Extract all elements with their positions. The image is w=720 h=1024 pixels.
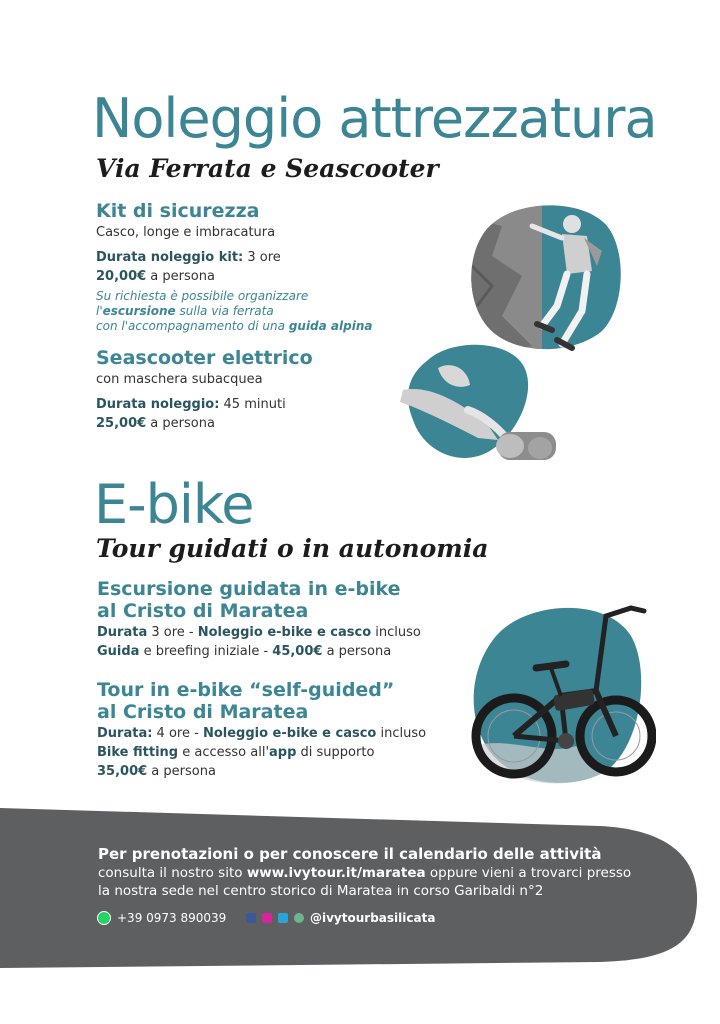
guided-tour-title: Escursione guidata in e-bike al Cristo di Maratea: [97, 578, 401, 622]
self-guided-line-2: Bike fitting e accesso all'app di supporto: [97, 744, 375, 760]
self-guided-line-1: Durata: 4 ore - Noleggio e-bike e casco incluso: [97, 725, 427, 741]
guided-tour-line-1: Durata 3 ore - Noleggio e-bike e casco incluso: [97, 624, 421, 640]
seascooter-duration: Durata noleggio: 45 minuti: [96, 396, 286, 412]
footer-paragraph-1: consulta il nostro sito www.ivytour.it/maratea oppure vieni a trovarci presso: [98, 865, 632, 881]
social-handle: @ivytourbasilicata: [310, 911, 436, 925]
self-guided-section: [97, 680, 457, 781]
seascooter-image: [398, 340, 560, 468]
kit-section: [96, 201, 426, 334]
phone-number: +39 0973 890039: [117, 911, 227, 925]
page-title: Noleggio attrezzatura: [92, 87, 657, 150]
whatsapp-icon: [97, 911, 111, 925]
guided-tour-line-2: Guida e breefing iniziale - 45,00€ a persona: [97, 643, 392, 659]
social-contact[interactable]: [246, 911, 435, 925]
self-guided-line-3: 35,00€ a persona: [97, 763, 216, 779]
seascooter-desc: con maschera subacquea: [96, 371, 263, 387]
phone-contact[interactable]: [97, 911, 226, 925]
tripadvisor-icon[interactable]: [294, 913, 304, 923]
climber-image: [462, 196, 632, 356]
ebike-image: [466, 596, 656, 792]
self-guided-title: Tour in e-bike “self-guided” al Cristo di Maratea: [97, 679, 395, 723]
footer-paragraph-2: la nostra sede nel centro storico di Maratea in corso Garibaldi n°2: [98, 883, 544, 899]
instagram-icon[interactable]: [262, 913, 272, 923]
guided-tour-section: [97, 579, 457, 661]
ebike-subtitle: Tour guidati o in autonomia: [96, 534, 489, 563]
seascooter-title: Seascooter elettrico: [96, 347, 313, 369]
facebook-icon[interactable]: [246, 913, 256, 923]
kit-title: Kit di sicurezza: [96, 200, 260, 222]
kit-price: 20,00€ a persona: [96, 268, 215, 284]
ebike-title: E-bike: [94, 473, 254, 536]
telegram-icon[interactable]: [278, 913, 288, 923]
footer-heading: Per prenotazioni o per conoscere il calendario delle attività: [98, 845, 602, 863]
kit-duration: Durata noleggio kit: 3 ore: [96, 249, 281, 265]
page-subtitle: Via Ferrata e Seascooter: [96, 154, 439, 183]
kit-note: Su richiesta è possibile organizzare l'escursione sulla via ferrata con l'accompagnamento di una guida alpina: [96, 288, 373, 333]
footer-content: [98, 844, 678, 900]
website-link[interactable]: www.ivytour.it/maratea: [246, 865, 426, 881]
seascooter-price: 25,00€ a persona: [96, 415, 215, 431]
kit-desc: Casco, longe e imbracatura: [96, 224, 276, 240]
seascooter-section: [96, 348, 416, 433]
